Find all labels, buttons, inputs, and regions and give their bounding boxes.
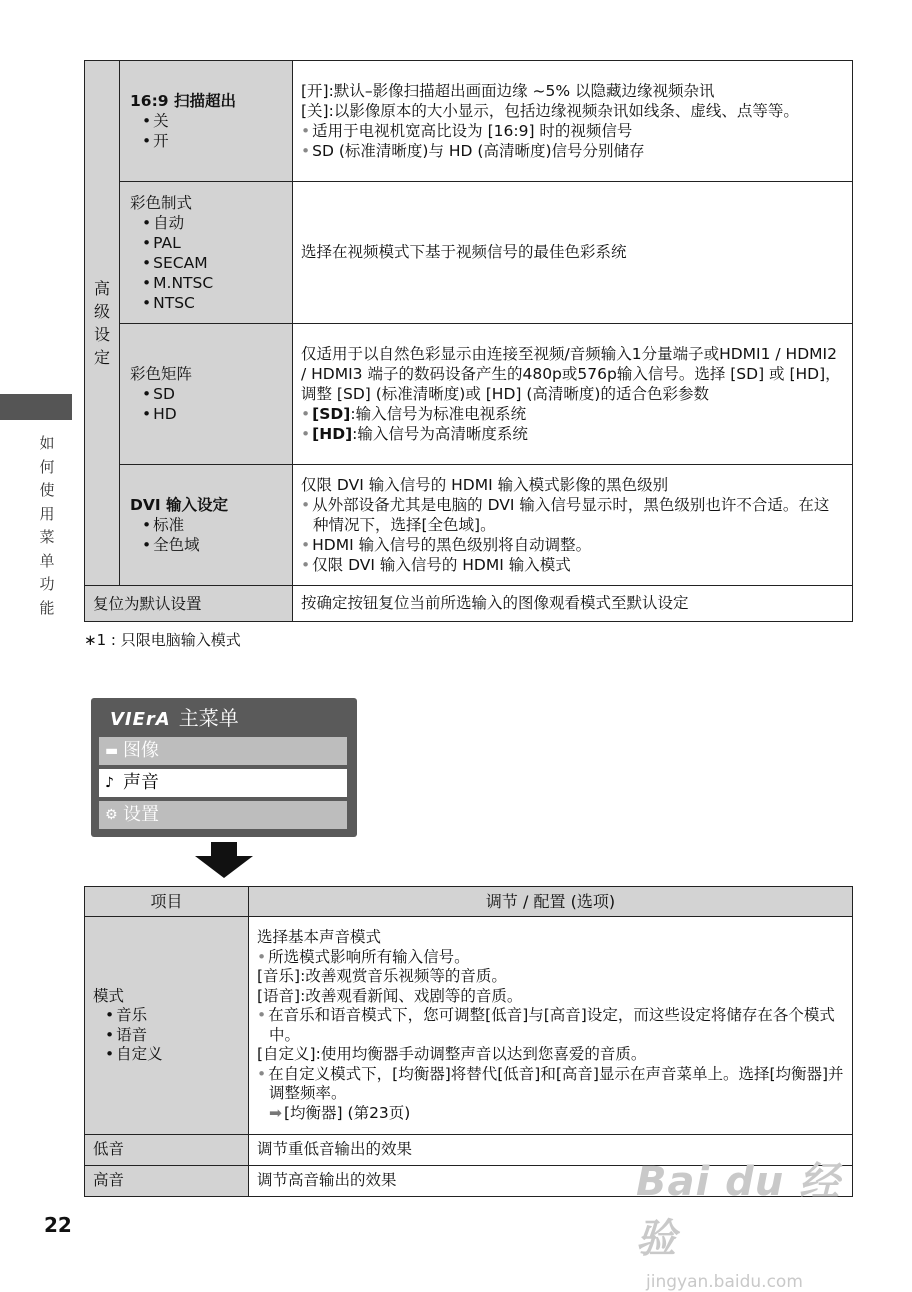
setting-desc-mode: 选择基本声音模式 • 所选模式影响所有输入信号。 [音乐]:改善观赏音乐视频等的音质。 [语音]:改善观看新闻、戏剧等的音质。 • 在音乐和语音模式下，您可调整[低音]与[高音]设定，而这些设定将储存在各个模式中。 [自定义]:使用均衡器手动调整声音以达到您喜爱的音质。 • 在自定义模式下，[均衡器]将替代[低音]和[高音]显示在声音菜单上。选择[均衡器]并调整频率。 ➡ [均衡器] (第23页)	[249, 917, 853, 1135]
section-tab-marker	[0, 394, 72, 420]
note-item: • SD (标准清晰度)与 HD (高清晰度)信号分别储存	[301, 141, 844, 161]
footnote: ∗1 : 只限电脑输入模式	[84, 631, 241, 649]
note-item: • 所选模式影响所有输入信号。	[257, 948, 844, 968]
page-number: 22	[44, 1213, 72, 1237]
watermark-url: jingyan.baidu.com	[646, 1272, 803, 1292]
main-menu-title: VIErA 主菜单	[110, 706, 239, 730]
note-item: • 从外部设备尤其是电脑的 DVI 输入信号显示时，黑色级别也许不合适。在这种情况下，选择[全色域]。	[301, 495, 844, 535]
section-tab-label: 如 何 使 用 菜 单 功 能	[39, 434, 55, 617]
advanced-settings-table	[84, 60, 853, 622]
option-item: • 自定义	[93, 1045, 240, 1065]
menu-item-sound[interactable]: ♪ 声音	[99, 769, 347, 797]
menu-item-setup[interactable]: ⚙ 设置	[99, 801, 347, 829]
note-item: • HDMI 输入信号的黑色级别将自动调整。	[301, 535, 844, 555]
header-item: 项目	[85, 887, 249, 917]
setting-name-reset: 复位为默认设置	[85, 586, 293, 622]
setting-name-dvi-input: DVI 输入设定 • 标准 • 全色域	[120, 465, 293, 586]
setting-name-mode: 模式 • 音乐 • 语音 • 自定义	[85, 917, 249, 1135]
setting-desc-reset: 按确定按钮复位当前所选输入的图像观看模式至默认设定	[293, 586, 853, 622]
option-item: • 语音	[93, 1026, 240, 1046]
note-item: • [SD]:输入信号为标准电视系统	[301, 404, 844, 424]
menu-item-picture[interactable]: ▬ 图像	[99, 737, 347, 765]
option-item: • 音乐	[93, 1006, 240, 1026]
note-item: • 仅限 DVI 输入信号的 HDMI 输入模式	[301, 555, 844, 575]
setting-desc-color-matrix: 仅适用于以自然色彩显示由连接至视频/音频输入1分量端子或HDMI1 / HDMI2 / HDMI3 端子的数码设备产生的480p或576p输入信号。选择 [SD] 或 [HD]，调整 [SD] (标准清晰度)或 [HD] (高清晰度)的适合色彩参数 • [SD]:输入信号为标准电视系统 • [HD]:输入信号为高清晰度系统	[293, 324, 853, 465]
option-item: • 全色域	[130, 535, 292, 555]
option-item: • M.NTSC	[130, 273, 292, 293]
option-item: • 关	[130, 111, 292, 131]
arrow-down-icon	[195, 842, 253, 878]
picture-icon: ▬	[105, 743, 119, 759]
note-item: • [HD]:输入信号为高清晰度系统	[301, 424, 844, 444]
setting-desc-treble: 调节高音输出的效果	[249, 1166, 853, 1197]
note-item: • 在音乐和语音模式下，您可调整[低音]与[高音]设定，而这些设定将储存在各个模式中。	[257, 1006, 844, 1045]
watermark-logo: Bai du 经验	[636, 1159, 841, 1262]
page-reference: ➡ [均衡器] (第23页)	[269, 1104, 410, 1122]
option-item: • 开	[130, 131, 292, 151]
note-item: • 在自定义模式下，[均衡器]将替代[低音]和[高音]显示在声音菜单上。选择[均衡器]并调整频率。	[257, 1065, 844, 1104]
setting-desc-dvi-input: 仅限 DVI 输入信号的 HDMI 输入模式影像的黑色级别 • 从外部设备尤其是电脑的 DVI 输入信号显示时，黑色级别也许不合适。在这种情况下，选择[全色域]。 • HDMI 输入信号的黑色级别将自动调整。 • 仅限 DVI 输入信号的 HDMI 输入模式	[293, 465, 853, 586]
setting-name-bass: 低音	[85, 1135, 249, 1166]
option-item: • SD	[130, 384, 292, 404]
setting-desc-bass: 调节重低音输出的效果	[249, 1135, 853, 1166]
setting-desc-color-system: 选择在视频模式下基于视频信号的最佳色彩系统	[293, 182, 853, 324]
setup-icon: ⚙	[105, 807, 118, 823]
option-item: • HD	[130, 404, 292, 424]
option-item: • SECAM	[130, 253, 292, 273]
baidu-watermark	[636, 1150, 876, 1292]
option-item: • PAL	[130, 233, 292, 253]
note-item: • 适用于电视机宽高比设为 [16:9] 时的视频信号	[301, 121, 844, 141]
option-item: • 自动	[130, 213, 292, 233]
setting-desc-16-9-overscan: [开]:默认–影像扫描超出画面边缘 ~5% 以隐藏边缘视频杂讯 [关]:以影像原本的大小显示，包括边缘视频杂讯如线条、虚线、点等等。 • 适用于电视机宽高比设为 [16:9] 时的视频信号 • SD (标准清晰度)与 HD (高清晰度)信号分别储存	[293, 61, 853, 182]
music-note-icon: ♪	[105, 775, 114, 791]
setting-name-color-system: 彩色制式 • 自动 • PAL • SECAM • M.NTSC • NTSC	[120, 182, 293, 324]
option-item: • 标准	[130, 515, 292, 535]
viera-logo: VIErA	[110, 709, 171, 730]
header-adjust: 调节 / 配置 (选项)	[249, 887, 853, 917]
option-item: • NTSC	[130, 293, 292, 313]
group-label-advanced: 高 级 设 定	[85, 61, 120, 586]
setting-name-color-matrix: 彩色矩阵 • SD • HD	[120, 324, 293, 465]
setting-name-treble: 高音	[85, 1166, 249, 1197]
setting-name-16-9-overscan: 16:9 扫描超出 • 关 • 开	[120, 61, 293, 182]
